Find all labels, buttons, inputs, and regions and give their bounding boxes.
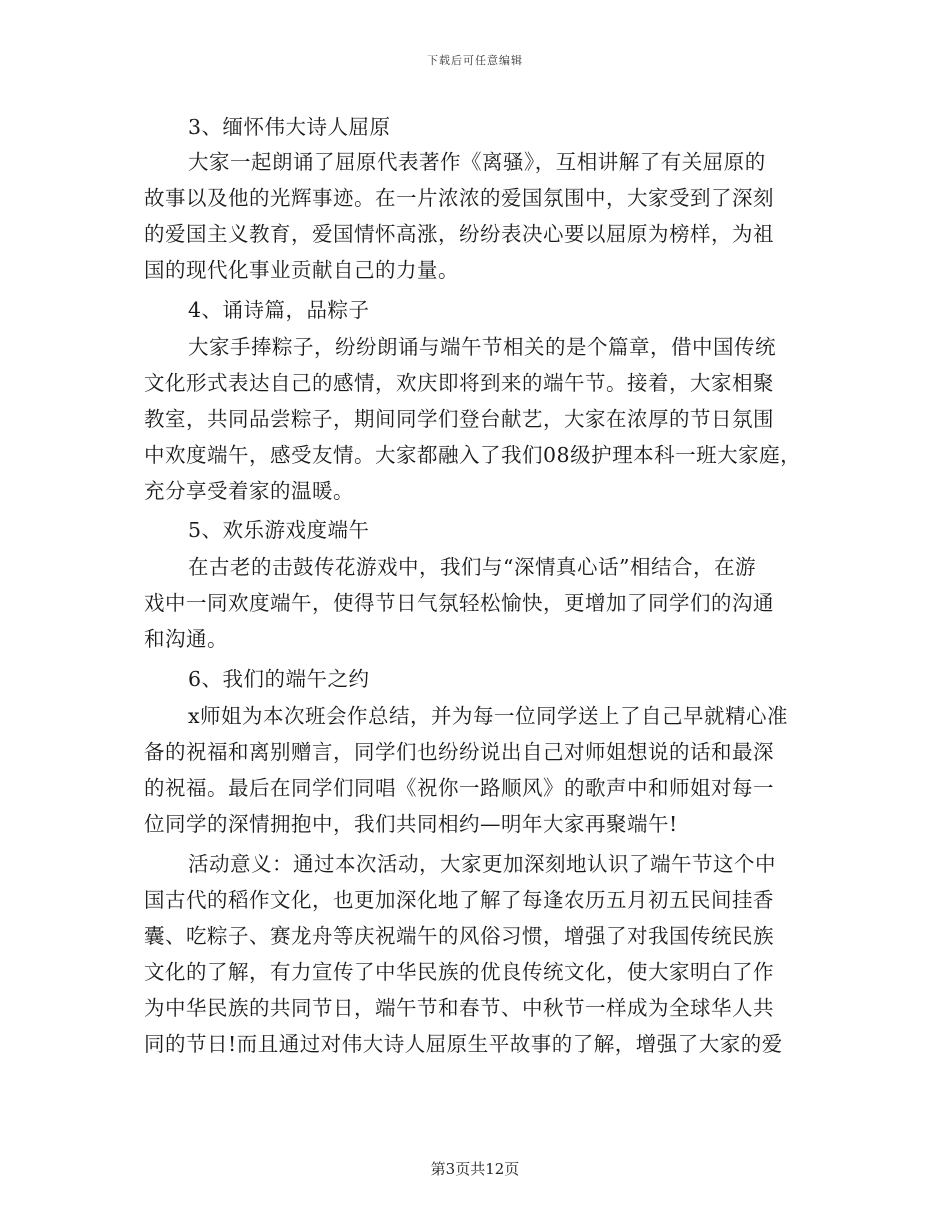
text-line: 国的现代化事业贡献自己的力量。 <box>144 258 459 282</box>
text-line: 中欢度端午，感受友情。大家都融入了我们08级护理本科一班大家庭， <box>144 443 802 467</box>
text-line: 位同学的深情拥抱中，我们共同相约—明年大家再聚端午! <box>144 812 678 836</box>
text-line: 为中华民族的共同节日，端午节和春节、中秋节一样成为全球华人共 <box>144 996 774 1020</box>
text-line: 大家手捧粽子，纷纷朗诵与端午节相关的是个篇章，借中国传统 <box>188 335 776 359</box>
text-line: 的祝福。最后在同学们同唱《祝你一路顺风》的歌声中和师姐对每一 <box>144 776 774 800</box>
text-line: x师姐为本次班会作总结，并为每一位同学送上了自己早就精心准 <box>188 704 789 728</box>
text-line: 教室，共同品尝粽子，期间同学们登台献艺，大家在浓厚的节日氛围 <box>144 407 774 431</box>
text-line: 戏中一同欢度端午，使得节日气氛轻松愉快，更增加了同学们的沟通 <box>144 591 774 615</box>
text-line: 同的节日!而且通过对伟大诗人屈原生平故事的了解，增强了大家的爱 <box>144 1032 783 1056</box>
text-line: 备的祝福和离别赠言，同学们也纷纷说出自己对师姐想说的话和最深 <box>144 740 774 764</box>
text-line: 文化的了解，有力宣传了中华民族的优良传统文化，使大家明白了作 <box>144 960 774 984</box>
text-line: 国古代的稻作文化，也更加深化地了解了每逢农历五月初五民间挂香 <box>144 888 774 912</box>
text-line: 故事以及他的光辉事迹。在一片浓浓的爱国氛围中，大家受到了深刻 <box>144 186 774 210</box>
text-line: 大家一起朗诵了屈原代表著作《离骚》，互相讲解了有关屈原的 <box>188 150 766 174</box>
page-header: 下载后可任意编辑 <box>427 54 523 67</box>
text-line: 充分享受着家的温暖。 <box>144 479 354 503</box>
text-line: 的爱国主义教育，爱国情怀高涨，纷纷表决心要以屈原为榜样，为祖 <box>144 222 774 246</box>
heading-5: 5、欢乐游戏度端午 <box>188 518 370 542</box>
page-footer: 第3页共12页 <box>430 1160 520 1178</box>
heading-3: 3、缅怀伟大诗人屈原 <box>188 115 391 139</box>
text-line: 活动意义：通过本次活动，大家更加深刻地认识了端午节这个中 <box>188 852 776 876</box>
heading-6: 6、我们的端午之约 <box>188 667 370 691</box>
text-line: 文化形式表达自己的感情，欢庆即将到来的端午节。接着，大家相聚 <box>144 371 774 395</box>
heading-4: 4、诵诗篇，品粽子 <box>188 298 370 322</box>
text-line: 囊、吃粽子、赛龙舟等庆祝端午的风俗习惯，增强了对我国传统民族 <box>144 924 774 948</box>
text-line: 和沟通。 <box>144 627 228 651</box>
text-line: 在古老的击鼓传花游戏中，我们与“深情真心话”相结合，在游 <box>188 555 756 579</box>
